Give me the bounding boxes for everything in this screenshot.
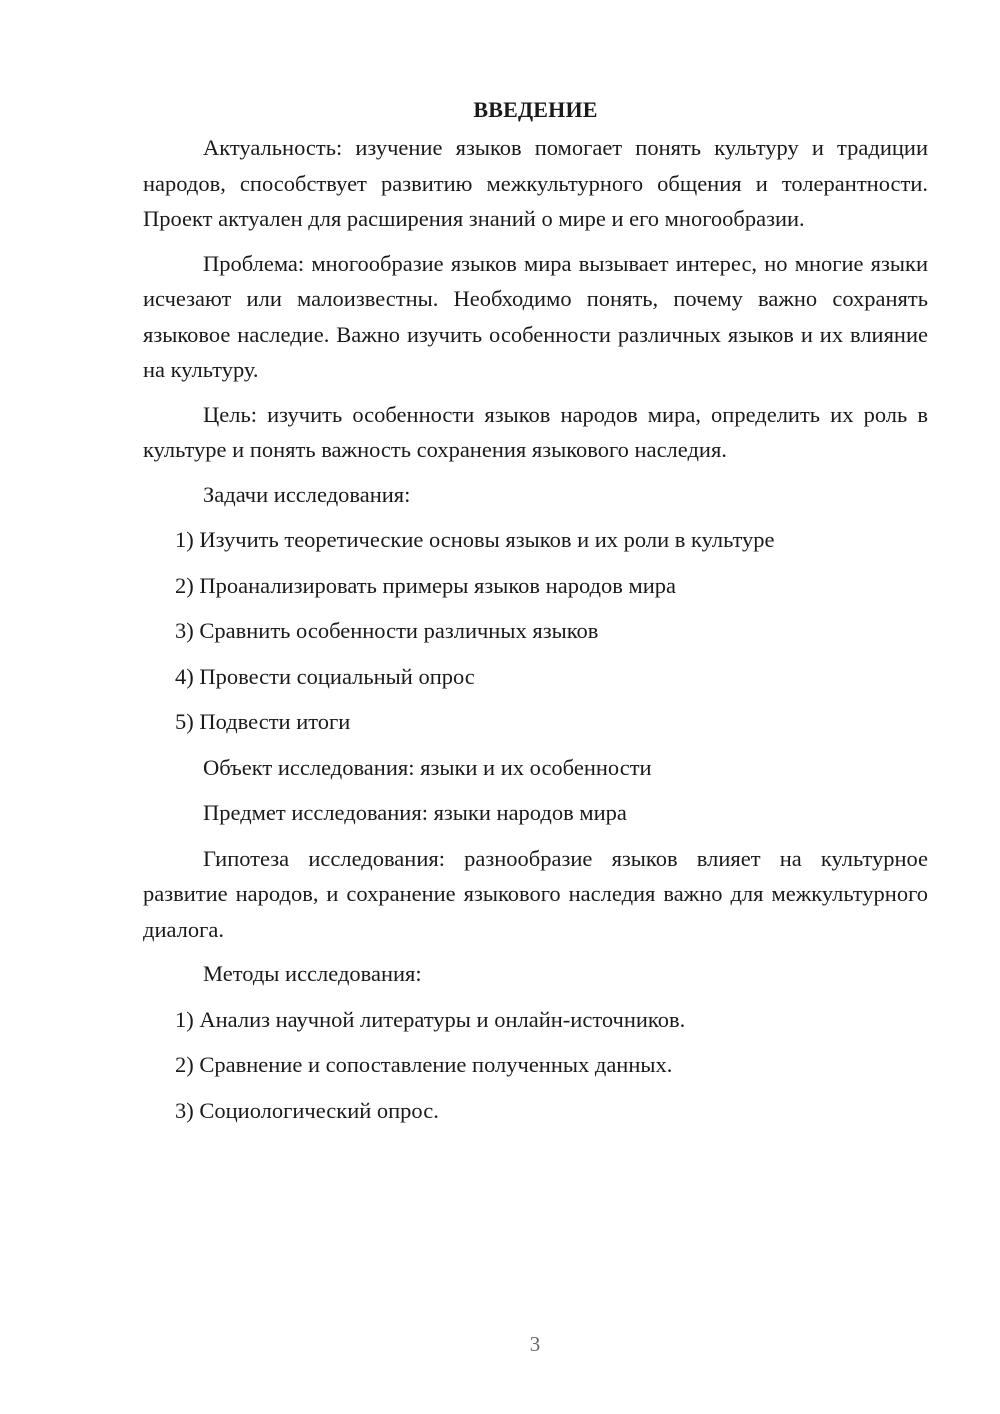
- goal-paragraph: Цель: изучить особенности языков народов мира, определить их роль в культуре и понять важность сохранения языкового наследия.: [143, 401, 928, 462]
- section-title: ВВЕДЕНИЕ: [473, 97, 598, 122]
- page-number: 3: [529, 1332, 541, 1356]
- list-item: 1) Изучить теоретические основы языков и их роли в культуре: [175, 527, 775, 552]
- methods-list: [143, 1002, 928, 1129]
- list-item: 3) Социологический опрос.: [175, 1097, 439, 1123]
- hypothesis-paragraph: Гипотеза исследования: разнообразие языков влияет на культурное развитие народов, и сохранение языкового наследия важно для межкультурного диалога.: [143, 845, 928, 942]
- tasks-heading: Задачи исследования:: [203, 481, 411, 507]
- list-item: 1) Анализ научной литературы и онлайн-источников.: [175, 1006, 686, 1032]
- tasks-list: [143, 522, 928, 740]
- subject-line: Предмет исследования: языки народов мира: [203, 800, 627, 825]
- problem-paragraph: Проблема: многообразие языков мира вызывает интерес, но многие языки исчезают или малоизвестны. Необходимо понять, почему важно сохранять языковое наследие. Важно изучить особенности различных языков и их влияние на культуру.: [143, 250, 928, 382]
- list-item: 2) Проанализировать примеры языков народов мира: [175, 572, 677, 598]
- list-item: 2) Сравнение и сопоставление полученных данных.: [175, 1052, 673, 1077]
- methods-heading: Методы исследования:: [203, 961, 422, 986]
- object-line: Объект исследования: языки и их особенности: [203, 754, 652, 780]
- list-item: 3) Сравнить особенности различных языков: [175, 618, 599, 643]
- relevance-paragraph: Актуальность: изучение языков помогает понять культуру и традиции народов, способствует развитию межкультурного общения и толерантности. Проект актуален для расширения знаний о мире и его многообразии.: [143, 135, 928, 231]
- document-page: [143, 92, 928, 1138]
- list-item: 5) Подвести итоги: [175, 709, 351, 734]
- list-item: 4) Провести социальный опрос: [175, 663, 475, 689]
